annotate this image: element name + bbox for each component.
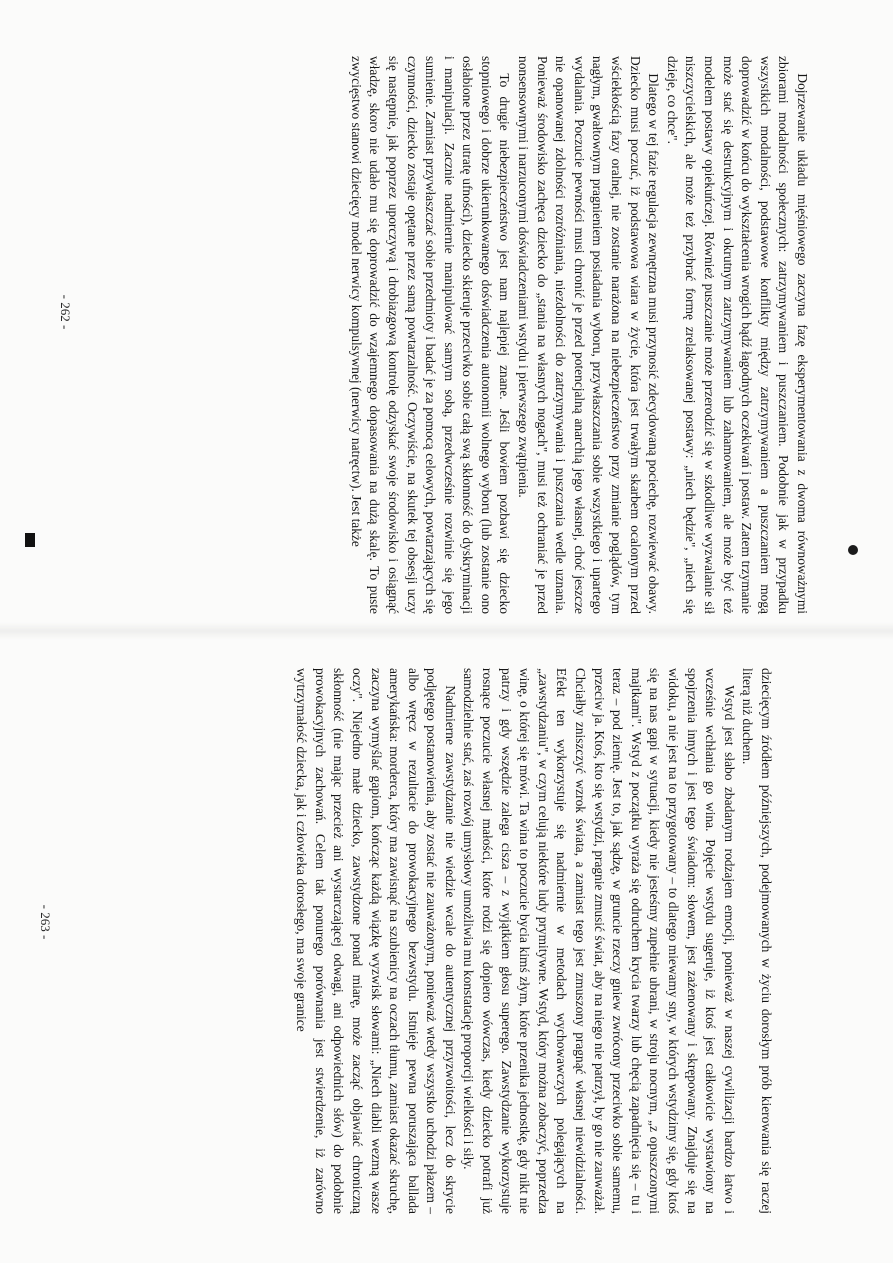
page-263-folio: - 263 - bbox=[38, 904, 53, 940]
page-263-paragraph-3: Nadmierne zawstydzanie nie wiedzie wcale do autentycznej przyzwoitości, lecz do skrycie podjętego postanowienia, aby zostać nie zauważonym, ponieważ wtedy wszystko uchodzi płazem – albo wręcz w rezultacie do prowokacyjnego bezwstydu. Istnieje pewna poruszająca ballada amerykańska: morderca, który ma zawisnąć na szubienicy na oczach tłumu, zamiast okazać skruchę, zaczyna wymyślać gapiom, kończąc każdą wiązkę wyzwisk słowami: „Niech diabli wezmą wasze oczy". Niejedno małe dziecko, zawstydzone ponad miarę, może zacząć objawiać chroniczną skłonność (nie mając przecież ani wystarczającej odwagi, ani odpowiednich słów) do podobnie prowokacyjnych zachowań. Celem tak ponurego porównania jest stwierdzenie, iż zarówno wytrzymałość dziecka, jak i człowieka dorosłego, ma swoje granice bbox=[294, 668, 458, 1214]
page-262 bbox=[0, 0, 893, 631]
page-263-text bbox=[292, 668, 775, 1214]
page-263 bbox=[0, 632, 893, 1263]
gutter-dot bbox=[848, 545, 858, 555]
page-263-paragraph-1: dziecięcym źródłem późniejszych, podejmowanych w życiu dorosłym prób kierowania się raczej literą niż duchem. bbox=[740, 668, 774, 1214]
page-262-paragraph-2: Dlatego w tej fazie regulacja zewnętrzna musi przynosić zdecydowaną pociechę, rozwiewać obawy. Dziecko musi poczuć, iż podstawowa wiara w życie, która jest trwałym skarbem ocalonym przed wściekłością fazy oralnej, nie zostanie narażona na niebezpieczeństwo przy zmianie poglądów, tym nagłym, gwałtownym pragnieniem posiadania wyboru, przywłaszczania sobie wszystkiego i upartego wydalania. Poczucie pewności musi chronić je przed potencjalną anarchią jego własnej, choć jeszcze nie opanowanej zdolności rozróżniania, niezdolności do zatrzymywania i puszczania wedle uznania. Ponieważ środowisko zachęca dziecko do „stania na własnych nogach", musi też ochraniać je przed nonsensownymi i narzuconymi doświadczeniami wstydu i pierwszego zwątpienia. bbox=[516, 56, 662, 614]
page-263-paragraph-2: Wstyd jest słabo zbadanym rodzajem emocji, ponieważ w naszej cywilizacji bardzo łatwo i wcześnie wchłania go wina. Pojęcie wstydu sugeruje, iż ktoś jest całkowicie wystawiony na spojrzenia innych i jest tego świadom: słowem, jest zażenowany i skrępowany. Znajduje się na widoku, a nie jest na to przygotowany – to dlatego miewamy sny, w których wstydzimy się, gdy ktoś się na nas gapi w sytuacji, kiedy nie jesteśmy zupełnie ubrani, w stroju nocnym, „z opuszczonymi majtkami". Wstyd z początku wyraża się odruchem krycia twarzy lub chęcią zapadnięcia się – tu i teraz – pod ziemię. Jest to, jak sądzę, w gruncie rzeczy gniew zwrócony przeciwko sobie samemu, przeciw ja. Ktoś, kto się wstydzi, pragnie zmusić świat, aby na niego nie patrzył, by go nie zauważał. Chciałby zniszczyć wzrok świata, a zamiast tego jest zmuszony pragnąć własnej niewidzialności. Efekt ten wykorzystuje się nadmiernie w metodach wychowawczych polegających na „zawstydzaniu", w czym celują niektóre ludy prymitywne. Wstyd, który można zobaczyć, poprzedza winę, o której się mówi. Ta wina to poczucie bycia kimś złym, które przenika jednostkę, gdy nikt nie patrzy i gdy wszędzie zalega cisza – z wyjątkiem głosu superego. Zawstydzanie wykorzystuje rosnące poczucie własnej małości, które rodzi się dopiero wówczas, kiedy dziecko potrafi już samodzielnie stać, zaś rozwój umysłowy umożliwia mu konstatację proporcji wielkości i siły. bbox=[461, 668, 737, 1214]
page-262-paragraph-3: To drugie niebezpieczeństwo jest nam najlepiej znane. Jeśli bowiem pozbawi się dziecko stopniowego i dobrze ukierunkowanego doświadczenia autonomii wolnego wyboru (lub zostanie ono osłabione przez utratę ufności), dziecko skieruje przeciwko sobie całą swą skłonność do dyskryminacji i manipulacji. Zacznie nadmiernie manipulować samym sobą, przedwcześnie rozwinie się jego sumienie. Zamiast przywłaszczać sobie przedmioty i badać je za pomocą celowych, powtarzających się czynności, dziecko zostaje opętane przez samą powtarzalność. Oczywiście, na skutek tej obsesji uczy się następnie, jak poprzez uporczywą i drobiazgową kontrolę odzyskać swoje środowisko i osiągnąć władzę, skoro nie udało mu się doprowadzić do wzajemnego dopasowania na dużą skalę. To puste zwycięstwo stanowi dziecięcy model nerwicy kompulsywnej (nerwicy natręctw). Jest także bbox=[348, 56, 513, 614]
gutter-mark bbox=[25, 533, 35, 547]
page-262-text bbox=[346, 56, 811, 614]
page-262-paragraph-1: Dojrzewanie układu mięśniowego zaczyna fazę eksperymentowania z dwoma równoważnymi zbiorami modalności społecznych: zatrzymywaniem i puszczaniem. Podobnie jak w przypadku wszystkich modalności, podstawowe konflikty między zatrzymywaniem a puszczaniem mogą doprowadzić w końcu do wykształcenia wrogich bądź łagodnych oczekiwań i postaw. Zatem trzymanie może stać się destrukcyjnym i okrutnym zatrzymywaniem lub zahamowaniem, ale może być też modelem postawy opiekuńczej. Również puszczanie może przerodzić się w szkodliwe wyzwalanie sił niszczycielskich, ale może też przybrać formę zrelaksowanej postawy: „niech będzie", „niech się dzieje, co chce". bbox=[664, 56, 810, 614]
page-262-folio: - 262 - bbox=[58, 294, 73, 330]
